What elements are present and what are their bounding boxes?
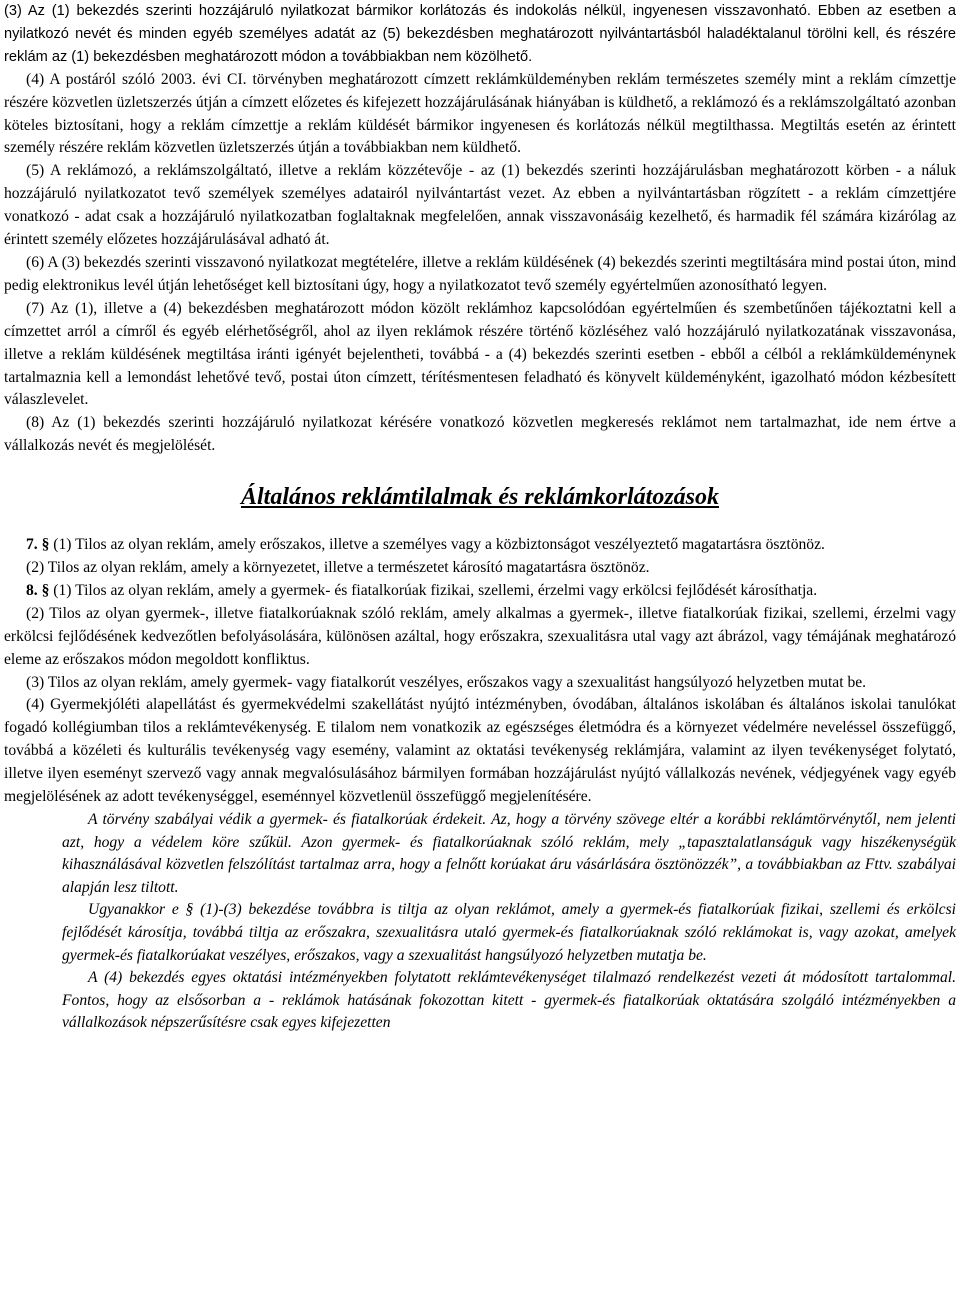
section-heading: Általános reklámtilalmak és reklámkorlátozások <box>240 484 720 511</box>
paragraph-4: (4) A postáról szóló 2003. évi CI. törvényben meghatározott címzett reklámküldeményben reklám természetes személy mint a reklám címzettje részére közvetlen üzletszerzés útján a címzett előzetes és kifejezett hozzájárulásának hiányában is küldhető, a reklámozó és a reklámszolgáltató azonban köteles biztosítani, hogy a reklám címzettje a reklám küldését bármikor ingyenesen és korlátozás nélkül megtilthassa. Megtiltás esetén az érintett személy részére reklám közvetlen üzletszerzés útján a továbbiakban nem küldhető. <box>4 70 956 157</box>
section-7-text-1: (1) Tilos az olyan reklám, amely erőszakos, illetve a személyes vagy a közbiztonságot veszélyeztető magatartásra ösztönöz. <box>53 536 825 554</box>
section-8-text-1: (1) Tilos az olyan reklám, amely a gyermek- és fiatalkorúak fizikai, szellemi, érzelmi vagy erkölcsi fejlődését károsíthatja. <box>53 581 818 599</box>
section-7-number: 7. § <box>26 536 50 554</box>
section-8-paragraph-2: (2) Tilos az olyan gyermek-, illetve fiatalkorúaknak szóló reklám, amely alkalmas a gyermek-, illetve fiatalkorúak fizikai, szellemi, érzelmi vagy erkölcsi fejlődésének kedvezőtlen befolyásolására, különösen azáltal, hogy erőszakra, szexualitásra utal vagy azt ábrázol, vagy témájának meghatározó eleme az erőszakos módon megoldott konfliktus. <box>4 604 956 668</box>
section-7-paragraph-2: (2) Tilos az olyan reklám, amely a környezetet, illetve a természetet károsító magatartásra ösztönöz. <box>26 559 650 577</box>
commentary-3: A (4) bekezdés egyes oktatási intézményekben folytatott reklámtevékenységet tilalmazó rendelkezést vezeti át módosított tartalommal. Fontos, hogy az elsősorban a - reklámok hatásának fokozottan kitett - gyermek-és fiatalkorúak oktatására szolgáló intézményekben a vállalkozások népszerűsítésre csak egyes kifejezetten <box>62 969 956 1032</box>
paragraph-6: (6) A (3) bekezdés szerinti visszavonó nyilatkozat megtételére, illetve a reklám küldésének (4) bekezdés szerinti megtiltására mind postai úton, mind pedig elektronikus levél útján lehetőséget kell biztosítani úgy, hogy a nyilatkozatot tevő személy egyértelműen azonosítható legyen. <box>4 253 956 294</box>
section-7-paragraph-1 <box>4 534 956 557</box>
section-8-paragraph-3: (3) Tilos az olyan reklám, amely gyermek- vagy fiatalkorút veszélyes, erőszakos vagy a szexualitást hangsúlyozó helyzetben mutat be. <box>26 673 867 691</box>
paragraph-7: (7) Az (1), illetve a (4) bekezdésben meghatározott módon közölt reklámhoz kapcsolódóan egyértelműen és szembetűnően tájékoztatni kell a címzettet arról a címről és egyéb elérhetőségről, ahol az ilyen reklámok részére történő közléséhez való hozzájáruló nyilatkozatának visszavonása, illetve a reklám küldésének megtiltása iránti igényét bejelentheti, továbbá - a (4) bekezdés szerinti esetben - ebből a célból a reklámküldeménynek tartalmaznia kell a lemondást lehetővé tevő, postai úton címzett, térítésmentesen feladható és könyvelt küldeményként, igazolható módon kézbesített válaszlevelet. <box>4 299 956 409</box>
paragraph-5: (5) A reklámozó, a reklámszolgáltató, illetve a reklám közzétevője - az (1) bekezdés szerinti hozzájárulásban meghatározott körben - a náluk hozzájáruló nyilatkozatot tevő személyek személyes adatairól nyilvántartást vezet. Az ebben a nyilvántartásban rögzített - a reklám címzettjére vonatkozó - adat csak a hozzájáruló nyilatkozatban foglaltaknak megfelelően, annak visszavonásáig kezelhető, és harmadik fél számára kizárólag az érintett személy előzetes hozzájárulásával adható át. <box>4 162 956 249</box>
commentary-2: Ugyanakkor e § (1)-(3) bekezdése továbbra is tiltja az olyan reklámot, amely a gyermek-és fiatalkorúak fizikai, szellemi és erkölcsi fejlődését károsítja, továbbá tiltja az erőszakra, szexualitásra utaló gyermek-és fiatalkorúaknak szóló reklámokat is, vagy azokat, amelyek gyermek-és fiatalkorúakat veszélyes, erőszakos, vagy a szexualitást hangsúlyozó helyzetben mutatja be. <box>62 901 956 964</box>
section-8-paragraph-1 <box>4 580 956 603</box>
section-8-number: 8. § <box>26 581 50 599</box>
paragraph-3: (3) Az (1) bekezdés szerinti hozzájáruló nyilatkozat bármikor korlátozás és indokolás nélkül, ingyenesen visszavonható. Ebben az esetben a nyilatkozó nevét és minden egyéb személyes adatát az (5) bekezdésben meghatározott nyilvántartásból haladéktalanul törölni kell, és részére reklám az (1) bekezdésben meghatározott módon a továbbiakban nem közölhető. <box>4 3 956 65</box>
section-8-paragraph-4: (4) Gyermekjóléti alapellátást és gyermekvédelmi szakellátást nyújtó intézményben, óvodában, általános iskolában és általános iskolai tanulókat fogadó kollégiumban tilos a reklámtevékenység. E tilalom nem vonatkozik az egészséges életmódra és a környezet védelmére neveléssel összefüggő, továbbá a közéleti és kulturális tevékenység vagy esemény, valamint az oktatási tevékenység reklámjára, valamint az ilyen tevékenységet folytató, illetve ilyen eseményt szervező vagy annak megvalósulásához bármilyen formában hozzájárulást nyújtó vállalkozás nevének, védjegyének vagy egyéb megjelölésének az adott tevékenységgel, eseménnyel közvetlenül összefüggő megjelenítésére. <box>4 696 956 806</box>
paragraph-8: (8) Az (1) bekezdés szerinti hozzájáruló nyilatkozat kérésére vonatkozó közvetlen megkeresés reklámot nem tartalmazhat, ide nem értve a vállalkozás nevét és megjelölését. <box>4 414 956 455</box>
commentary-1: A törvény szabályai védik a gyermek- és fiatalkorúak érdekeit. Az, hogy a törvény szövege eltér a korábbi reklámtörvénytől, nem jelenti azt, hogy a védelem köre szűkül. Azon gyermek- és fiatalkorúaknak szóló reklám, mely „tapasztalatlanságuk vagy hiszékenységük kihasználásával közvetlen felszólítást tartalmaz arra, hogy a felnőtt korúakat áru vásárlására ösztönözzék”, a továbbiakban az Fttv. szabályai alapján lesz tiltott. <box>62 811 956 896</box>
